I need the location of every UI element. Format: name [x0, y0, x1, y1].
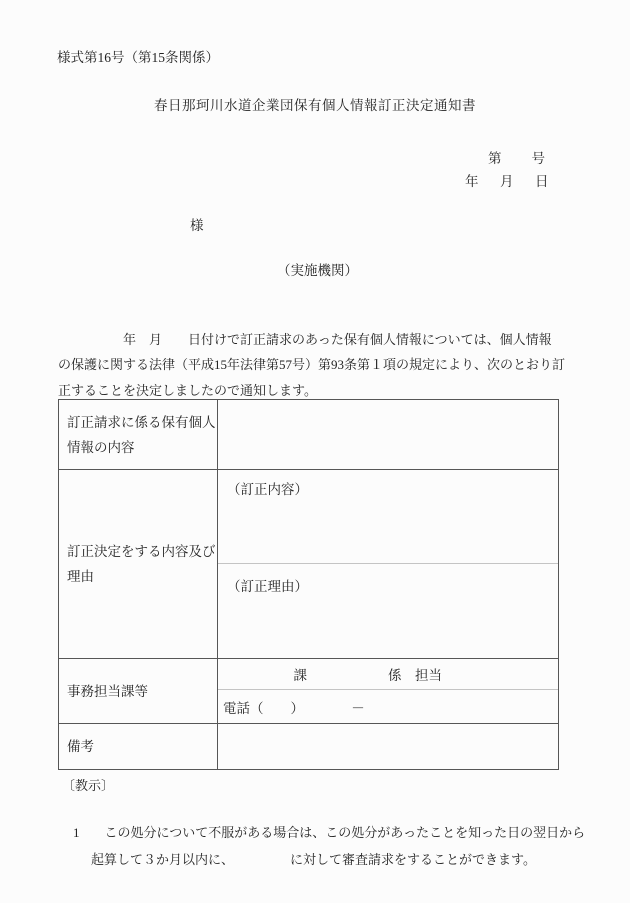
- correction-reason-cell: （訂正理由）: [227, 579, 308, 594]
- label-line: 理由: [67, 569, 94, 584]
- notice-heading: 〔教示〕: [62, 778, 115, 793]
- label-line: 事務担当課等: [67, 683, 148, 699]
- table-row-remarks: [59, 724, 558, 769]
- office-phone-line: 電話（ ） －: [223, 700, 365, 716]
- form-number-label: 様式第16号（第15条関係）: [57, 50, 219, 65]
- table-row-office: [59, 659, 558, 724]
- value-retained-info: [218, 400, 558, 469]
- document-title: 春日那珂川水道企業団保有個人情報訂正決定通知書: [154, 98, 476, 113]
- label-decision: [59, 470, 218, 658]
- body-line: 正することを決定しましたので通知します。: [58, 382, 317, 398]
- label-line: 訂正請求に係る保有個人: [67, 414, 216, 430]
- label-office: [59, 659, 218, 723]
- value-remarks: [218, 724, 558, 769]
- issuer-label: （実施機関）: [277, 263, 358, 278]
- label-retained-info: [59, 400, 218, 469]
- table-row-retained-info: [59, 400, 558, 470]
- label-remarks: [59, 724, 218, 769]
- correction-decision-table: [58, 399, 559, 770]
- office-section-line: 課 係 担当: [218, 659, 558, 690]
- recipient-honorific: 様: [190, 218, 204, 233]
- body-line: 年 月 日付けで訂正請求のあった保有個人情報については、個人情報: [58, 332, 552, 347]
- document-number-line: 第 号: [488, 151, 546, 166]
- correction-content-cell: （訂正内容）: [218, 470, 558, 564]
- notice-item-text: に対して審査請求をすることができます。: [290, 852, 536, 867]
- notice-item-text: この処分について不服がある場合は、この処分があったことを知った日の翌日から: [104, 825, 586, 840]
- notice-item-line2: [78, 830, 536, 890]
- notice-item-text: 起算して３か月以内に、: [91, 852, 235, 867]
- body-line: の保護に関する法律（平成15年法律第57号）第93条第１項の規定により、次のとおり訂: [58, 357, 566, 373]
- label-line: 情報の内容: [67, 439, 135, 455]
- notice-item-number: 1: [73, 825, 80, 840]
- label-line: 訂正決定をする内容及び: [67, 544, 216, 559]
- value-office: [218, 659, 558, 723]
- table-row-decision: [59, 470, 558, 659]
- label-line: 備考: [67, 739, 94, 754]
- issue-date-line: 年 月 日: [465, 174, 553, 189]
- body-paragraph: [58, 327, 570, 403]
- value-decision: [218, 470, 558, 658]
